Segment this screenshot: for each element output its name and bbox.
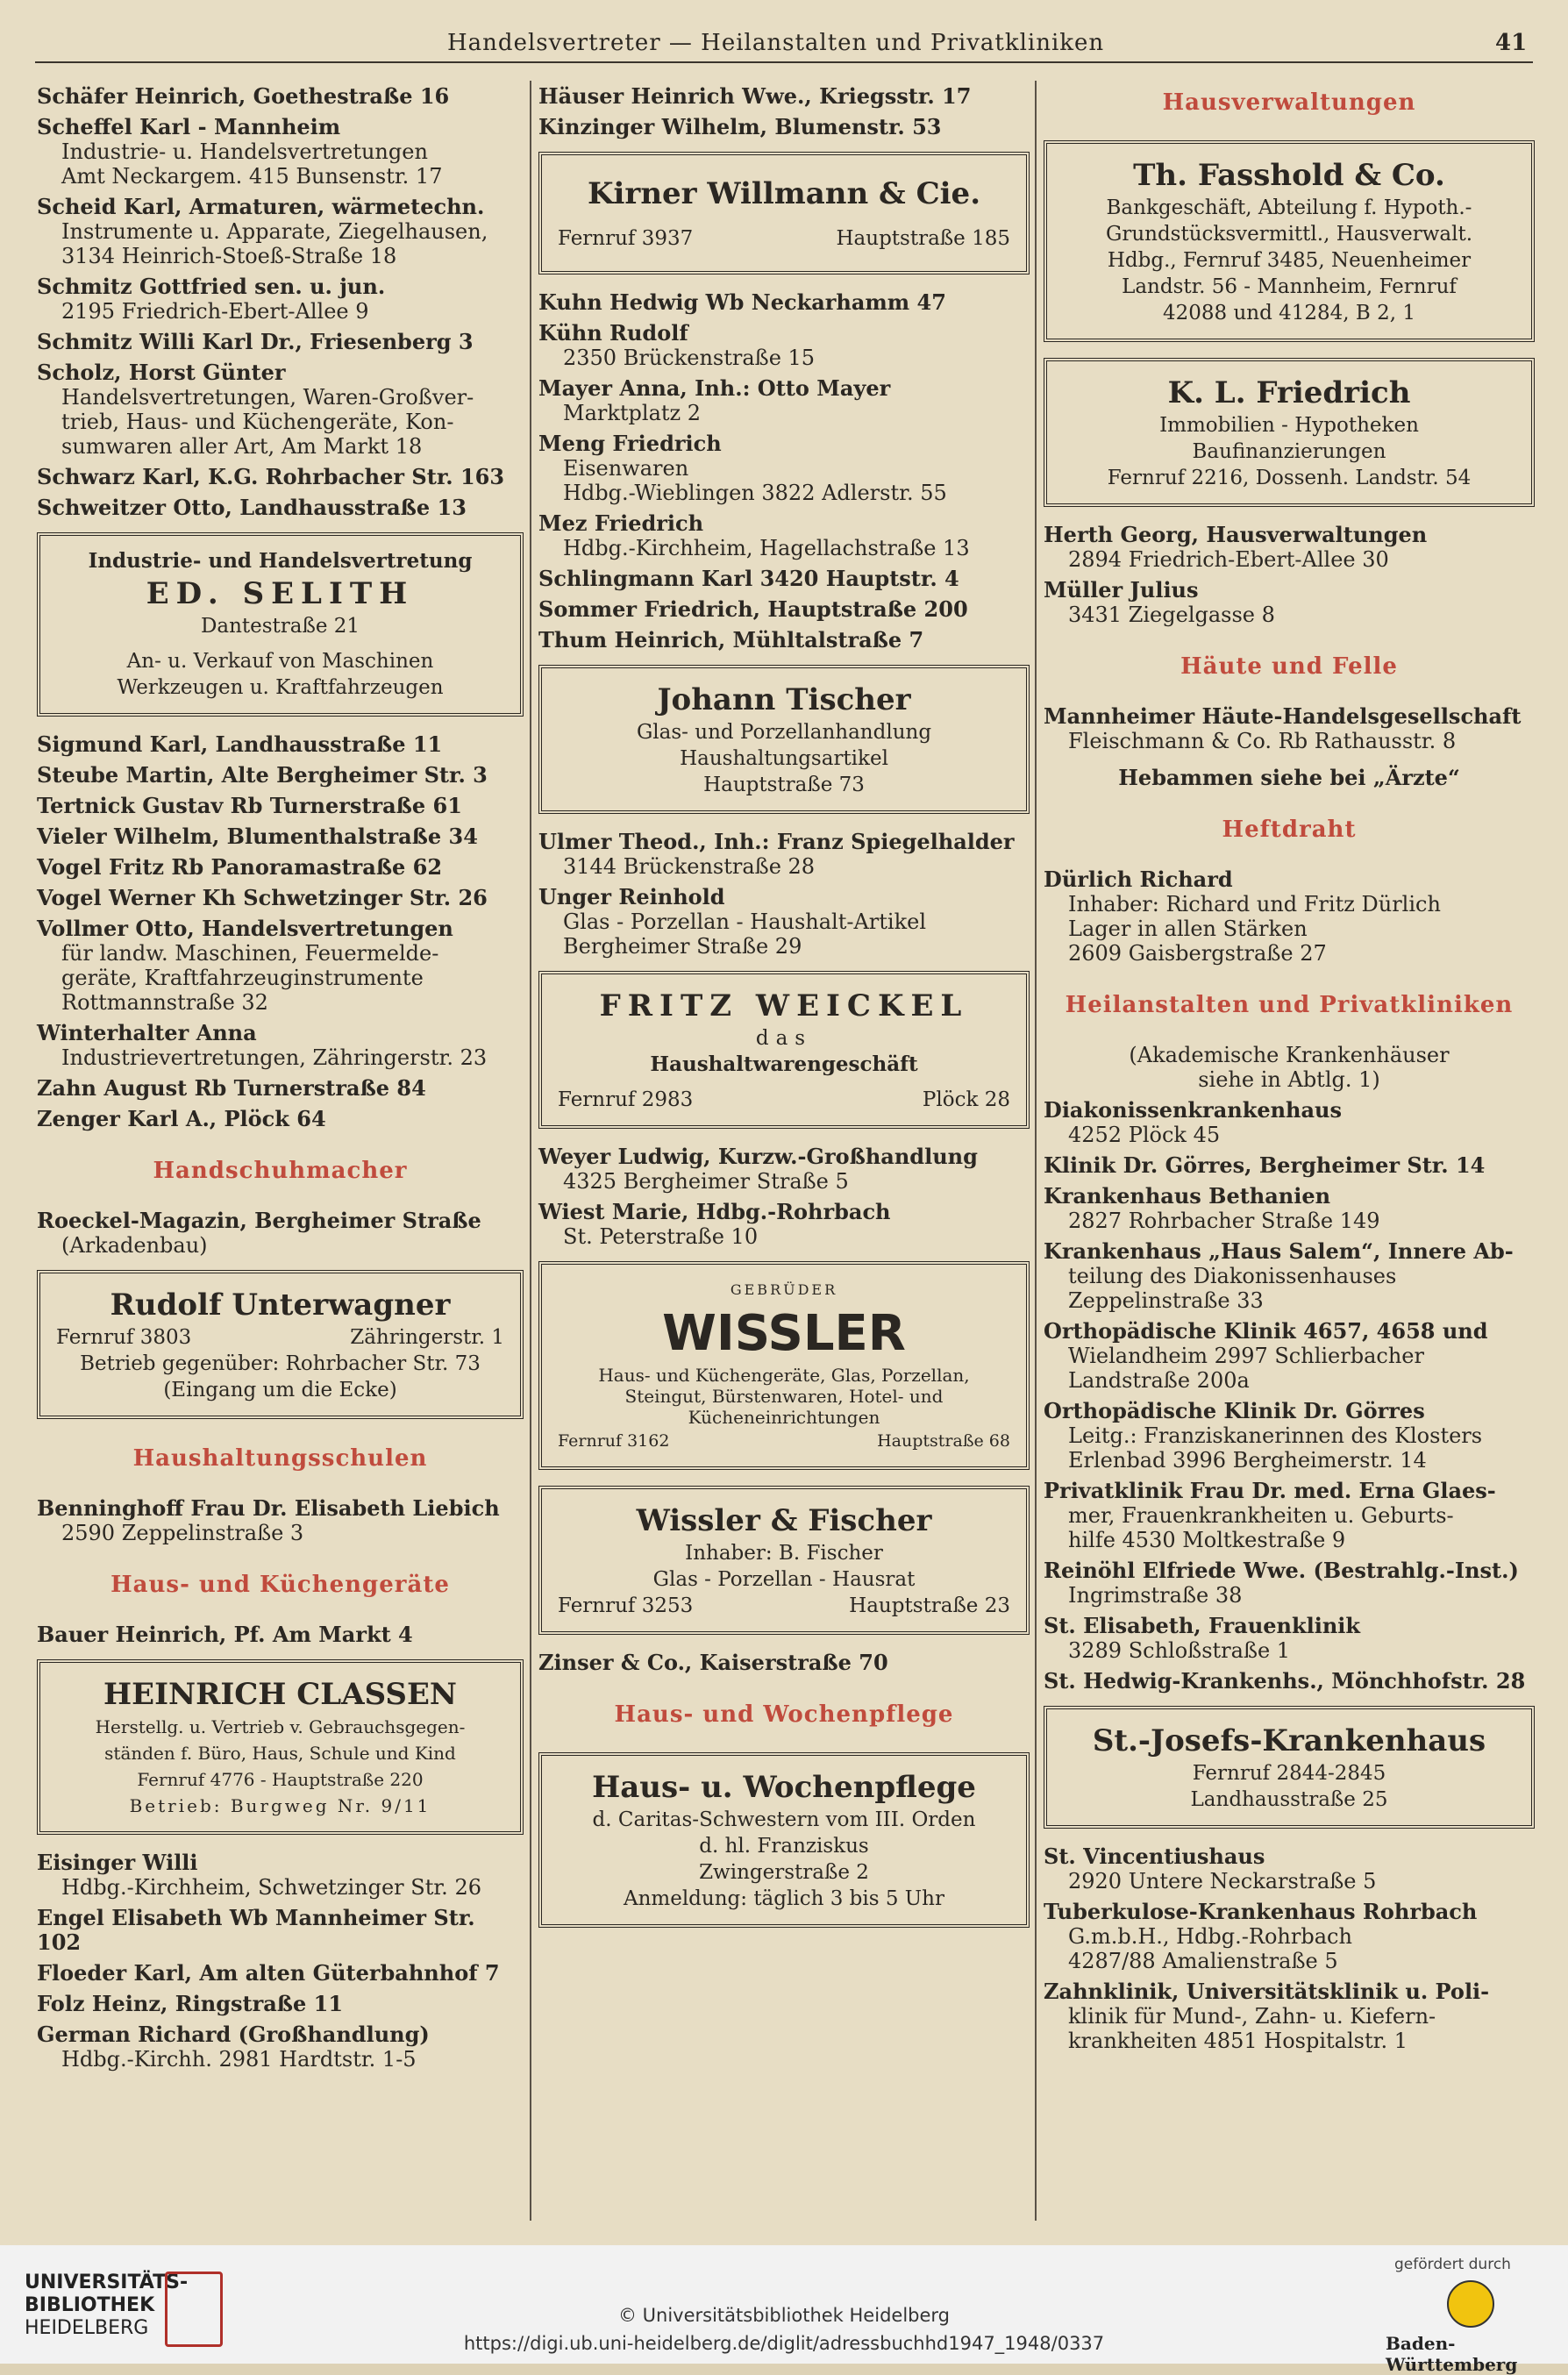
entry-line: Steube Martin, Alte Bergheimer Str. 3 xyxy=(37,762,488,788)
list-item xyxy=(538,1145,1030,1194)
ad-line: Inhaber: B. Fischer xyxy=(685,1542,883,1565)
ad-line: Landstr. 56 - Mannheim, Fernruf xyxy=(1122,275,1457,298)
entry-line: Amt Neckargem. 415 Bunsenstr. 17 xyxy=(61,164,443,189)
ad-line: Baufinanzierungen xyxy=(1192,440,1386,463)
entry-line: G.m.b.H., Hdbg.-Rohrbach xyxy=(1068,1924,1352,1949)
ad-line: Haushaltungsartikel xyxy=(680,747,888,770)
list-item xyxy=(37,794,524,818)
ad-address: Hauptstraße 185 xyxy=(836,227,1010,250)
entry-line: 2609 Gaisbergstraße 27 xyxy=(1068,941,1327,966)
list-item xyxy=(1044,578,1535,627)
entry-line: St. Elisabeth, Frauenklinik xyxy=(1044,1613,1361,1638)
column-divider xyxy=(1035,81,1037,2221)
entry-list xyxy=(538,290,1030,653)
entry-line: klinik für Mund-, Zahn- u. Kiefern- xyxy=(1068,2004,1436,2029)
entry-line: Hdbg.-Wieblingen 3822 Adlerstr. 55 xyxy=(563,481,947,505)
list-item xyxy=(37,1209,524,1258)
section-heading: Heilanstalten und Privatkliniken xyxy=(1065,992,1514,1018)
entry-line: Zinser & Co., Kaiserstraße 70 xyxy=(538,1650,888,1675)
list-item xyxy=(1044,1558,1535,1608)
entry-line: Scheid Karl, Armaturen, wärmetechn. xyxy=(37,194,485,219)
ad-phone: Fernruf 3162 xyxy=(558,1431,670,1451)
ad-friedrich xyxy=(1044,358,1535,507)
list-item xyxy=(37,1992,524,2016)
list-item xyxy=(37,1021,524,1070)
entry-list xyxy=(538,84,1030,139)
ad-line: Dantestraße 21 xyxy=(200,615,360,638)
ad-line: Haushaltwarengeschäft xyxy=(650,1052,918,1076)
ad-line: Haus- und Küchengeräte, Glas, Porzellan, xyxy=(598,1365,970,1386)
entry-line: Thum Heinrich, Mühltalstraße 7 xyxy=(538,627,924,653)
header-rule xyxy=(35,61,1533,63)
entry-line: Vogel Fritz Rb Panoramastraße 62 xyxy=(37,854,443,880)
entry-line: Mayer Anna, Inh.: Otto Mayer xyxy=(538,375,891,401)
ad-josefs xyxy=(1044,1706,1535,1829)
list-item xyxy=(37,496,524,520)
entry-list xyxy=(37,732,524,1131)
entry-line: Ulmer Theod., Inh.: Franz Spiegelhalder xyxy=(538,829,1015,854)
ad-phone: Fernruf 3937 xyxy=(558,227,694,250)
page-header-title: Handelsvertreter — Heilanstalten und Privatkliniken xyxy=(447,30,1105,56)
note-line: (Akademische Krankenhäuser xyxy=(1129,1043,1450,1067)
entry-line: Kinzinger Wilhelm, Blumenstr. 53 xyxy=(538,114,942,139)
entry-line: Reinöhl Elfriede Wwe. (Bestrahlg.-Inst.) xyxy=(1044,1558,1519,1583)
entry-line: 2350 Brückenstraße 15 xyxy=(563,346,816,370)
entry-line: Meng Friedrich xyxy=(538,431,722,456)
ad-line: Hdbg., Fernruf 3485, Neuenheimer xyxy=(1107,249,1472,272)
entry-list xyxy=(1044,867,1535,966)
entry-line: Schmitz Gottfried sen. u. jun. xyxy=(37,274,386,299)
list-item xyxy=(37,916,524,1015)
ad-line: Hauptstraße 73 xyxy=(703,774,865,796)
entry-line: 3289 Schloßstraße 1 xyxy=(1068,1638,1291,1663)
list-item xyxy=(37,360,524,459)
entry-line: Wiest Marie, Hdbg.-Rohrbach xyxy=(538,1199,891,1224)
entry-line: Privatklinik Frau Dr. med. Erna Glaes- xyxy=(1044,1478,1496,1503)
entry-list xyxy=(37,1623,524,1647)
entry-line: krankheiten 4851 Hospitalstr. 1 xyxy=(1068,2029,1408,2053)
entry-line: Vogel Werner Kh Schwetzinger Str. 26 xyxy=(37,885,488,910)
section-heading: Häute und Felle xyxy=(1180,653,1398,680)
entry-line: 4325 Bergheimer Straße 5 xyxy=(563,1169,849,1194)
entry-line: Rottmannstraße 32 xyxy=(61,990,268,1015)
list-item xyxy=(37,1496,524,1545)
ad-line: ständen f. Büro, Haus, Schule und Kind xyxy=(104,1743,456,1764)
entry-line: Scholz, Horst Günter xyxy=(37,360,286,385)
list-item xyxy=(538,290,1030,315)
entry-line: Orthopädische Klinik 4657, 4658 und xyxy=(1044,1318,1488,1344)
ad-line: Werkzeugen u. Kraftfahrzeugen xyxy=(117,676,444,699)
list-item xyxy=(1044,1614,1535,1663)
list-item xyxy=(538,567,1030,591)
list-item xyxy=(37,330,524,354)
entry-line: 4252 Plöck 45 xyxy=(1068,1123,1221,1147)
entry-line: German Richard (Großhandlung) xyxy=(37,2022,430,2047)
entry-line: Landstraße 200a xyxy=(1068,1368,1250,1393)
ad-line: Bankgeschäft, Abteilung f. Hypoth.- xyxy=(1106,196,1472,219)
entry-list xyxy=(37,1209,524,1258)
entry-line: Zenger Karl A., Plöck 64 xyxy=(37,1106,326,1131)
entry-line: Häuser Heinrich Wwe., Kriegsstr. 17 xyxy=(538,83,972,109)
list-item xyxy=(1044,523,1535,572)
list-item xyxy=(37,115,524,189)
entry-line: Folz Heinz, Ringstraße 11 xyxy=(37,1991,344,2016)
list-item xyxy=(538,115,1030,139)
ad-line: Zwingerstraße 2 xyxy=(699,1861,869,1884)
entry-line: Kühn Rudolf xyxy=(538,320,688,346)
list-item xyxy=(37,2022,524,2072)
entry-line: mer, Frauenkrankheiten u. Geburts- xyxy=(1068,1503,1454,1528)
ad-title: Th. Fasshold & Co. xyxy=(1133,158,1445,193)
funding-label: gefördert durch xyxy=(1394,2256,1511,2273)
ad-address: Hauptstraße 68 xyxy=(877,1431,1010,1451)
entry-list xyxy=(1044,523,1535,627)
entry-list xyxy=(37,84,524,520)
entry-line: Winterhalter Anna xyxy=(37,1020,257,1045)
entry-line: Tertnick Gustav Rb Turnerstraße 61 xyxy=(37,793,462,818)
list-item xyxy=(1044,1184,1535,1233)
library-name-2: BIBLIOTHEK xyxy=(25,2294,155,2316)
entry-list xyxy=(1044,1844,1535,2053)
ad-line: Kücheneinrichtungen xyxy=(688,1407,880,1428)
list-item xyxy=(538,597,1030,622)
entry-line: Industrievertretungen, Zähringerstr. 23 xyxy=(61,1045,488,1070)
list-item xyxy=(1044,704,1535,753)
ad-fasshold xyxy=(1044,140,1535,342)
list-item xyxy=(37,84,524,109)
entry-list xyxy=(538,830,1030,959)
entry-line: Weyer Ludwig, Kurzw.-Großhandlung xyxy=(538,1144,978,1169)
entry-line: Inhaber: Richard und Fritz Dürlich xyxy=(1068,892,1441,916)
entry-line: trieb, Haus- und Küchengeräte, Kon- xyxy=(61,410,454,434)
list-item xyxy=(37,1107,524,1131)
ad-line: Industrie- und Handelsvertretung xyxy=(88,549,473,573)
entry-line: Zahn August Rb Turnerstraße 84 xyxy=(37,1075,426,1101)
entry-line: Müller Julius xyxy=(1044,577,1199,603)
ad-title: Kirner Willmann & Cie. xyxy=(587,176,981,211)
ad-line: An- u. Verkauf von Maschinen xyxy=(126,650,434,673)
entry-line: Fleischmann & Co. Rb Rathausstr. 8 xyxy=(1068,729,1457,753)
entry-line: St. Hedwig-Krankenhs., Mönchhofstr. 28 xyxy=(1044,1668,1526,1694)
note-line: siehe in Abtlg. 1) xyxy=(1198,1067,1380,1092)
list-item xyxy=(1044,1669,1535,1694)
entry-line: Instrumente u. Apparate, Ziegelhausen, xyxy=(61,219,488,244)
entry-line: Bauer Heinrich, Pf. Am Markt 4 xyxy=(37,1622,413,1647)
ad-title: K. L. Friedrich xyxy=(1167,375,1411,410)
bw-crest-icon xyxy=(1447,2280,1494,2328)
entry-line: 3144 Brückenstraße 28 xyxy=(563,854,816,879)
list-item xyxy=(37,275,524,324)
entry-line: sumwaren aller Art, Am Markt 18 xyxy=(61,434,423,459)
entry-line: Erlenbad 3996 Bergheimerstr. 14 xyxy=(1068,1448,1427,1473)
entry-line: Tuberkulose-Krankenhaus Rohrbach xyxy=(1044,1899,1478,1924)
entry-line: Schäfer Heinrich, Goethestraße 16 xyxy=(37,83,450,109)
ad-address: Landhausstraße 25 xyxy=(1190,1788,1388,1811)
ad-line: (Eingang um die Ecke) xyxy=(163,1379,397,1401)
entry-line: Leitg.: Franziskanerinnen des Klosters xyxy=(1068,1423,1483,1448)
entry-line: Zahnklinik, Universitätsklinik u. Poli- xyxy=(1044,1979,1490,2004)
entry-line: Lager in allen Stärken xyxy=(1068,916,1308,941)
entry-line: Floeder Karl, Am alten Güterbahnhof 7 xyxy=(37,1960,500,1986)
entry-line: Hdbg.-Kirchheim, Hagellachstraße 13 xyxy=(563,536,970,560)
ad-line: 42088 und 41284, B 2, 1 xyxy=(1162,302,1416,325)
list-item xyxy=(37,1851,524,1900)
list-item xyxy=(1044,1399,1535,1473)
section-heading: Haushaltungsschulen xyxy=(132,1445,428,1472)
entry-line: Eisenwaren xyxy=(563,456,689,481)
ad-wochenpflege xyxy=(538,1752,1030,1928)
copyright-text: © Universitätsbibliothek Heidelberg xyxy=(617,2305,950,2326)
entry-line: für landw. Maschinen, Feuermelde- xyxy=(61,941,439,966)
entry-line: (Arkadenbau) xyxy=(61,1233,208,1258)
entry-line: Schlingmann Karl 3420 Hauptstr. 4 xyxy=(538,566,959,591)
entry-line: Sommer Friedrich, Hauptstraße 200 xyxy=(538,596,968,622)
entry-line: Herth Georg, Hausverwaltungen xyxy=(1044,522,1428,547)
entry-line: Handelsvertretungen, Waren-Großver- xyxy=(61,385,474,410)
entry-line: 2590 Zeppelinstraße 3 xyxy=(61,1521,304,1545)
entry-line: Ingrimstraße 38 xyxy=(1068,1583,1243,1608)
column-divider xyxy=(530,81,531,2221)
list-item xyxy=(37,195,524,268)
ad-wissler-fischer xyxy=(538,1486,1030,1635)
list-item xyxy=(37,732,524,757)
entry-line: Krankenhaus Bethanien xyxy=(1044,1183,1331,1209)
list-item xyxy=(37,1906,524,1955)
ad-title: HEINRICH CLASSEN xyxy=(103,1677,457,1712)
ad-address: Plöck 28 xyxy=(922,1088,1010,1111)
entry-line: Glas - Porzellan - Haushalt-Artikel xyxy=(563,909,927,934)
entry-line: 2920 Untere Neckarstraße 5 xyxy=(1068,1869,1377,1894)
wissler-logo: WISSLER xyxy=(662,1305,906,1362)
list-item xyxy=(538,376,1030,425)
list-item xyxy=(37,1961,524,1986)
entry-line: Schmitz Willi Karl Dr., Friesenberg 3 xyxy=(37,329,474,354)
ad-title: St.-Josefs-Krankenhaus xyxy=(1092,1723,1486,1758)
entry-line: Orthopädische Klinik Dr. Görres xyxy=(1044,1398,1425,1423)
ad-title: ED. SELITH xyxy=(146,576,415,611)
list-item xyxy=(1044,1900,1535,1973)
entry-line: geräte, Kraftfahrzeuginstrumente xyxy=(61,966,424,990)
library-name-3: HEIDELBERG xyxy=(25,2317,149,2339)
entry-line: Eisinger Willi xyxy=(37,1850,198,1875)
entry-line: 2195 Friedrich-Ebert-Allee 9 xyxy=(61,299,369,324)
column-3 xyxy=(1044,84,1535,2059)
hebammen-note: Hebammen siehe bei „Ärzte“ xyxy=(1118,765,1460,790)
ad-title: FRITZ WEICKEL xyxy=(599,988,969,1023)
list-item xyxy=(538,1651,1030,1675)
ad-title: Rudolf Unterwagner xyxy=(110,1287,451,1323)
ad-title: Wissler & Fischer xyxy=(636,1503,932,1538)
ad-unterwagner xyxy=(37,1270,524,1419)
list-item xyxy=(1044,1844,1535,1894)
list-item xyxy=(538,1200,1030,1249)
section-heading: Haus- und Küchengeräte xyxy=(110,1572,450,1598)
list-item xyxy=(37,1076,524,1101)
funding-name: Baden-Württemberg xyxy=(1386,2333,1518,2375)
section-heading: Hausverwaltungen xyxy=(1162,89,1416,116)
list-item xyxy=(538,84,1030,109)
entry-line: Unger Reinhold xyxy=(538,884,725,909)
list-item xyxy=(1044,1319,1535,1393)
entry-line: Schwarz Karl, K.G. Rohrbacher Str. 163 xyxy=(37,464,505,489)
entry-line: Hdbg.-Kirchh. 2981 Hardtstr. 1-5 xyxy=(61,2047,417,2072)
page-header xyxy=(0,28,1568,63)
entry-line: Dürlich Richard xyxy=(1044,867,1233,892)
list-item xyxy=(37,465,524,489)
ad-line: Grundstücksvermittl., Hausverwalt. xyxy=(1105,223,1473,246)
list-item xyxy=(37,763,524,788)
list-item xyxy=(538,830,1030,879)
entry-line: Kuhn Hedwig Wb Neckarhamm 47 xyxy=(538,289,946,315)
section-heading: Handschuhmacher xyxy=(153,1158,408,1184)
ad-line: Immobilien - Hypotheken xyxy=(1159,414,1419,437)
entry-line: 2827 Rohrbacher Straße 149 xyxy=(1068,1209,1380,1233)
entry-list xyxy=(1044,1098,1535,1694)
ad-line: Steingut, Bürstenwaren, Hotel- und xyxy=(624,1386,944,1407)
ad-line: d. Caritas-Schwestern vom III. Orden xyxy=(592,1808,976,1831)
ad-wissler xyxy=(538,1261,1030,1470)
list-item xyxy=(538,885,1030,959)
entry-line: Sigmund Karl, Landhausstraße 11 xyxy=(37,731,443,757)
entry-list xyxy=(538,1651,1030,1675)
entry-list xyxy=(37,1496,524,1545)
page-number: 41 xyxy=(1495,30,1528,56)
ad-line: Glas - Porzellan - Hausrat xyxy=(652,1568,916,1591)
list-item xyxy=(1044,1239,1535,1313)
list-item xyxy=(1044,1479,1535,1552)
library-name-1: UNIVERSITÄTS- xyxy=(25,2272,189,2293)
list-item xyxy=(1044,867,1535,966)
ad-line: das xyxy=(755,1027,813,1050)
section-heading: Haus- und Wochenpflege xyxy=(614,1701,954,1728)
entry-line: St. Vincentiushaus xyxy=(1044,1844,1265,1869)
entry-list xyxy=(1044,704,1535,753)
ad-weickel xyxy=(538,971,1030,1129)
ad-phone: Fernruf 2844-2845 xyxy=(1192,1762,1386,1785)
entry-line: Wielandheim 2997 Schlierbacher xyxy=(1068,1344,1424,1368)
entry-line: Krankenhaus „Haus Salem“, Innere Ab- xyxy=(1044,1238,1514,1264)
entry-line: 3134 Heinrich-Stoeß-Straße 18 xyxy=(61,244,397,268)
ad-address: Hauptstraße 23 xyxy=(849,1594,1010,1617)
entry-line: 4287/88 Amalienstraße 5 xyxy=(1068,1949,1338,1973)
ad-kirner xyxy=(538,152,1030,275)
entry-line: Scheffel Karl - Mannheim xyxy=(37,114,341,139)
entry-line: 3431 Ziegelgasse 8 xyxy=(1068,603,1275,627)
list-item xyxy=(37,824,524,849)
entry-line: Vieler Wilhelm, Blumenthalstraße 34 xyxy=(37,824,478,849)
ad-line: Betrieb gegenüber: Rohrbacher Str. 73 xyxy=(80,1352,481,1375)
entry-line: Diakonissenkrankenhaus xyxy=(1044,1097,1343,1123)
list-item xyxy=(37,886,524,910)
entry-line: Mannheimer Häute-Handelsgesellschaft xyxy=(1044,703,1522,729)
entry-line: Roeckel-Magazin, Bergheimer Straße xyxy=(37,1208,481,1233)
ad-title: Haus- u. Wochenpflege xyxy=(592,1770,976,1805)
list-item xyxy=(538,511,1030,560)
column-2 xyxy=(538,84,1030,1944)
entry-line: 2894 Friedrich-Ebert-Allee 30 xyxy=(1068,547,1389,572)
ad-line: Anmeldung: täglich 3 bis 5 Uhr xyxy=(623,1887,944,1910)
ad-line: Betrieb: Burgweg Nr. 9/11 xyxy=(129,1795,431,1816)
ad-selith xyxy=(37,532,524,717)
entry-line: Mez Friedrich xyxy=(538,510,704,536)
list-item xyxy=(1044,1098,1535,1147)
ad-phone: Fernruf 3253 xyxy=(558,1594,694,1617)
ad-tischer xyxy=(538,665,1030,814)
ad-address: Zähringerstr. 1 xyxy=(350,1326,504,1349)
list-item xyxy=(538,321,1030,370)
entry-line: St. Peterstraße 10 xyxy=(563,1224,759,1249)
section-note xyxy=(1044,1043,1535,1092)
entry-line: Benninghoff Frau Dr. Elisabeth Liebich xyxy=(37,1495,500,1521)
ad-phone: Fernruf 2983 xyxy=(558,1088,694,1111)
entry-list xyxy=(538,1145,1030,1249)
ad-line: Herstellg. u. Vertrieb v. Gebrauchsgegen- xyxy=(95,1716,466,1737)
list-item xyxy=(37,1623,524,1647)
list-item xyxy=(538,628,1030,653)
section-heading: Heftdraht xyxy=(1222,817,1357,843)
ad-line: Glas- und Porzellanhandlung xyxy=(636,721,932,744)
ad-phone: Fernruf 2216, Dossenh. Landstr. 54 xyxy=(1107,467,1472,489)
entry-line: Industrie- u. Handelsvertretungen xyxy=(61,139,428,164)
entry-line: hilfe 4530 Moltkestraße 9 xyxy=(1068,1528,1346,1552)
ad-line: Fernruf 4776 - Hauptstraße 220 xyxy=(137,1769,424,1790)
list-item xyxy=(538,431,1030,505)
list-item xyxy=(1044,1979,1535,2053)
column-1 xyxy=(37,84,524,2078)
ad-classen xyxy=(37,1659,524,1835)
source-url-link[interactable]: https://digi.ub.uni-heidelberg.de/diglit/adressbuchhd1947_1948/0337 xyxy=(463,2333,1105,2354)
entry-line: Klinik Dr. Görres, Bergheimer Str. 14 xyxy=(1044,1152,1486,1178)
entry-line: Bergheimer Straße 29 xyxy=(563,934,802,959)
entry-line: Engel Elisabeth Wb Mannheimer Str. 102 xyxy=(37,1905,475,1955)
ad-logo-top: GEBRÜDER xyxy=(730,1281,838,1298)
entry-list xyxy=(37,1851,524,2072)
entry-line: Marktplatz 2 xyxy=(563,401,702,425)
entry-line: Vollmer Otto, Handelsvertretungen xyxy=(37,916,453,941)
list-item xyxy=(37,855,524,880)
list-item xyxy=(1044,1153,1535,1178)
ad-line: d. hl. Franziskus xyxy=(699,1835,869,1858)
entry-line: Schweitzer Otto, Landhausstraße 13 xyxy=(37,495,467,520)
entry-line: teilung des Diakonissenhauses xyxy=(1068,1264,1397,1288)
entry-line: Zeppelinstraße 33 xyxy=(1068,1288,1264,1313)
entry-line: Hdbg.-Kirchheim, Schwetzinger Str. 26 xyxy=(61,1875,481,1900)
ad-phone: Fernruf 3803 xyxy=(56,1326,192,1349)
ad-title: Johann Tischer xyxy=(657,682,911,717)
